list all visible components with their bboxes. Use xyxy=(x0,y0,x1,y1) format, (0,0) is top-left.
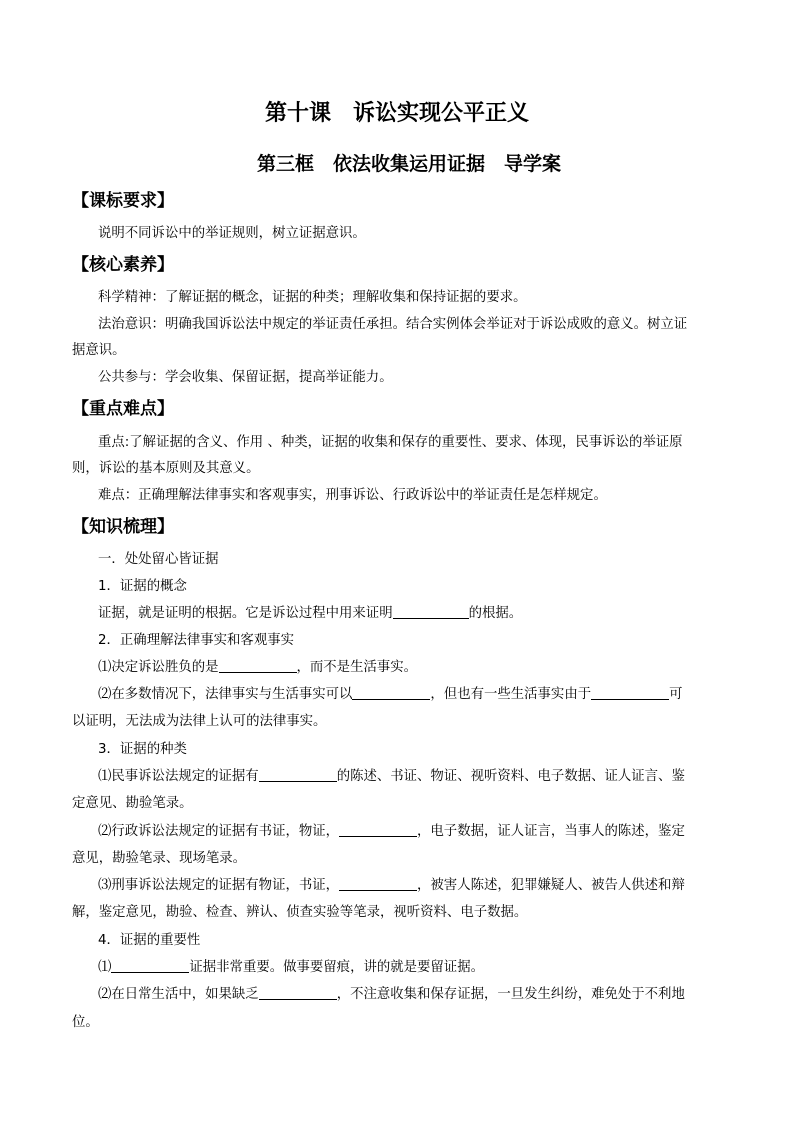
p2-1-text-a: ⑴决定诉讼胜负的是 xyxy=(98,660,219,675)
zhishi-p4-2 xyxy=(98,983,685,1002)
zhishi-p4-title: 4．证据的重要性 xyxy=(98,933,201,948)
zhishi-p4-1 xyxy=(98,956,484,975)
zhishi-p3-3 xyxy=(98,874,685,893)
p3-2-text-a: ⑵行政诉讼法规定的证据有书证，物证， xyxy=(98,824,340,839)
zhishi-p3-2 xyxy=(98,820,685,839)
lesson-subtitle: 第三框 依法收集运用证据 导学案 xyxy=(256,153,561,175)
fill-blank[interactable] xyxy=(259,986,337,1000)
zhishi-p2-1 xyxy=(98,656,417,675)
section-heading-zhishi: 【知识梳理】 xyxy=(72,517,174,537)
p3-3-text-b: ，被害人陈述，犯罪嫌疑人、被告人供述和辩 xyxy=(417,878,685,893)
zhongdian-nan: 难点：正确理解法律事实和客观事实，刑事诉讼、行政诉讼中的举证责任是怎样规定。 xyxy=(98,488,607,503)
p3-1-text-b: 的陈述、书证、物证、视听资料、电子数据、证人证言、鉴 xyxy=(336,769,685,784)
p3-2-text-b: ，电子数据，证人证言，当事人的陈述，鉴定 xyxy=(417,824,685,839)
fill-blank[interactable] xyxy=(339,823,417,837)
kebiao-text: 说明不同诉讼中的举证规则，树立证据意识。 xyxy=(98,226,366,241)
zhishi-part1: 一．处处留心皆证据 xyxy=(98,552,219,567)
p4-2-text-a: ⑵在日常生活中，如果缺乏 xyxy=(98,987,259,1002)
p2-1-text-b: ，而不是生活事实。 xyxy=(296,660,418,675)
zhongdian-zhong-2: 则，诉讼的基本原则及其意义。 xyxy=(72,461,260,476)
p4-2-text-b: ，不注意收集和保存证据，一旦发生纠纷，难免处于不利地 xyxy=(336,987,685,1002)
zhongdian-zhong-1: 重点:了解证据的含义、作用 、种类，证据的收集和保存的重要性、要求、体现，民事诉讼的举证原 xyxy=(98,435,683,450)
zhishi-p2-2 xyxy=(98,683,683,702)
zhishi-p3-3-cont: 解，鉴定意见，勘验、检查、辨认、侦查实验等笔录，视听资料、电子数据。 xyxy=(72,905,528,920)
fill-blank[interactable] xyxy=(591,686,669,700)
lesson-title: 第十课 诉讼实现公平正义 xyxy=(264,100,529,126)
hexin-fazhi-1: 法治意识：明确我国诉讼法中规定的举证责任承担。结合实例体会举证对于诉讼成败的意义。树立证 xyxy=(98,317,688,332)
p3-1-text-a: ⑴民事诉讼法规定的证据有 xyxy=(98,769,259,784)
hexin-gonggong: 公共参与：学会收集、保留证据，提高举证能力。 xyxy=(98,370,393,385)
zhishi-p1-title: 1．证据的概念 xyxy=(98,579,187,594)
zhishi-p3-1 xyxy=(98,765,685,784)
fill-blank[interactable] xyxy=(352,686,430,700)
fill-blank[interactable] xyxy=(219,659,297,673)
p2-2-text-b: ，但也有一些生活事实由于 xyxy=(430,687,592,702)
p2-2-text-a: ⑵在多数情况下，法律事实与生活事实可以 xyxy=(98,687,353,702)
fill-blank[interactable] xyxy=(259,768,337,782)
p4-1-text-a: ⑴ xyxy=(98,960,112,975)
zhishi-p2-title: 2．正确理解法律事实和客观事实 xyxy=(98,633,294,648)
hexin-kexue: 科学精神：了解证据的概念，证据的种类；理解收集和保持证据的要求。 xyxy=(98,290,527,305)
p2-2-text-c: 可 xyxy=(669,687,683,702)
zhishi-p3-title: 3．证据的种类 xyxy=(98,742,187,757)
zhishi-p3-2-cont: 意见，勘验笔录、现场笔录。 xyxy=(72,851,247,866)
section-heading-hexin: 【核心素养】 xyxy=(72,255,174,275)
zhishi-p3-1-cont: 定意见、勘验笔录。 xyxy=(72,796,193,811)
p1-text-b: 的根据。 xyxy=(468,606,523,621)
fill-blank[interactable] xyxy=(339,877,417,891)
p4-1-text-b: 证据非常重要。做事要留痕，讲的就是要留证据。 xyxy=(189,960,484,975)
hexin-fazhi-2: 据意识。 xyxy=(72,343,126,358)
p1-text-a: 证据，就是证明的根据。它是诉讼过程中用来证明 xyxy=(98,606,393,621)
zhishi-p1-line xyxy=(98,602,522,621)
fill-blank[interactable] xyxy=(393,605,469,619)
zhishi-p2-2-cont: 以证明，无法成为法律上认可的法律事实。 xyxy=(72,714,327,729)
p3-3-text-a: ⑶刑事诉讼法规定的证据有物证，书证， xyxy=(98,878,340,893)
zhishi-p4-2-cont: 位。 xyxy=(72,1015,99,1030)
section-heading-kebiao: 【课标要求】 xyxy=(72,191,174,211)
section-heading-zhongdian: 【重点难点】 xyxy=(72,399,174,419)
fill-blank[interactable] xyxy=(111,959,189,973)
